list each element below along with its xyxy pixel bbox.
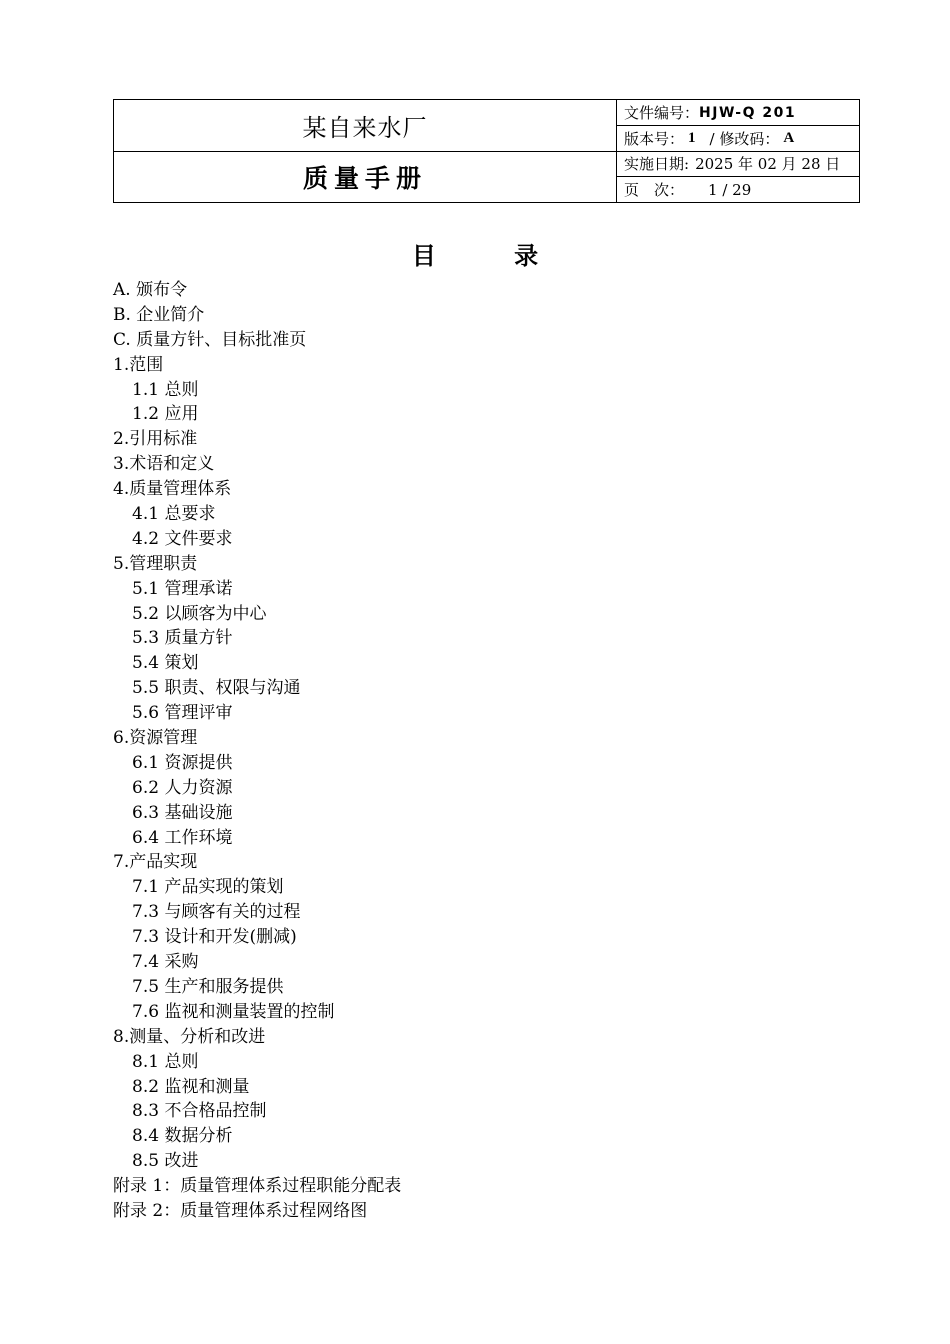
toc-subitem: 7.1 产品实现的策划 — [132, 877, 284, 898]
toc-item: 1.范围 — [113, 354, 164, 375]
toc-subitem: 5.1 管理承诺 — [132, 578, 233, 599]
toc-subitem: 5.3 质量方针 — [132, 628, 233, 649]
toc-subitem: 6.1 资源提供 — [132, 752, 233, 773]
toc-subitem: 6.2 人力资源 — [132, 777, 233, 798]
toc-subitem: 5.6 管理评审 — [132, 703, 233, 724]
toc-item: 2.引用标准 — [113, 429, 198, 450]
document-number-row — [624, 100, 859, 125]
toc-subitem: 7.6 监视和测量装置的控制 — [132, 1001, 335, 1022]
document-header-table — [113, 99, 860, 203]
toc-subitem: 8.3 不合格品控制 — [132, 1101, 267, 1122]
organization-name: 某自来水厂 — [302, 114, 428, 142]
toc-subitem: 7.5 生产和服务提供 — [132, 976, 284, 997]
toc-item: 8.测量、分析和改进 — [113, 1026, 266, 1047]
version-label: 版本号： — [624, 130, 685, 148]
effective-date-value: 2025 年 02 月 28 日 — [695, 155, 841, 173]
toc-item: 6.资源管理 — [113, 728, 198, 749]
toc-item: A. 颁布令 — [113, 280, 188, 300]
toc-item: 7.产品实现 — [113, 852, 198, 873]
toc-subitem: 1.1 总则 — [132, 379, 199, 400]
toc-subitem: 8.2 监视和测量 — [132, 1076, 250, 1097]
version-value: 1 — [688, 130, 696, 146]
document-title: 质量手册 — [302, 164, 427, 193]
toc-subitem: 8.4 数据分析 — [132, 1126, 233, 1147]
document-number-label: 文件编号： — [624, 104, 700, 122]
toc-item: C. 质量方针、目标批准页 — [113, 329, 307, 350]
page-number-label: 页 次： — [624, 181, 685, 199]
toc-heading-right: 录 — [514, 242, 539, 270]
toc-item: 附录 2：质量管理体系过程网络图 — [113, 1200, 368, 1221]
toc-subitem: 7.3 与顾客有关的过程 — [132, 902, 301, 923]
toc-heading — [0, 236, 950, 271]
page-number-row — [624, 177, 859, 202]
toc-subitem: 4.2 文件要求 — [132, 528, 233, 549]
toc-item: B. 企业简介 — [113, 304, 205, 325]
toc-subitem: 8.1 总则 — [132, 1051, 199, 1072]
toc-item: 5.管理职责 — [113, 553, 198, 574]
toc-item: 3.术语和定义 — [113, 454, 215, 475]
toc-subitem: 6.4 工作环境 — [132, 827, 233, 848]
toc-item: 附录 1：质量管理体系过程职能分配表 — [113, 1176, 402, 1197]
toc-subitem: 8.5 改进 — [132, 1151, 199, 1172]
effective-date-row — [624, 151, 859, 176]
revision-label: / 修改码： — [709, 130, 780, 148]
revision-value: A — [783, 130, 795, 146]
toc-subitem: 5.2 以顾客为中心 — [132, 603, 267, 624]
toc-subitem: 4.1 总要求 — [132, 504, 216, 525]
toc-subitem: 7.3 设计和开发(删减) — [132, 927, 297, 948]
toc-subitem: 6.3 基础设施 — [132, 802, 233, 823]
toc-subitem: 7.4 采购 — [132, 952, 199, 973]
toc-subitem: 5.4 策划 — [132, 653, 199, 674]
toc-item: 4.质量管理体系 — [113, 479, 232, 500]
toc-subitem: 5.5 职责、权限与沟通 — [132, 678, 301, 699]
document-number-value: HJW-Q 201 — [699, 104, 797, 121]
version-row — [624, 126, 859, 151]
page-number-value: 1 / 29 — [708, 180, 752, 199]
toc-list — [113, 278, 401, 1224]
effective-date-label: 实施日期: — [624, 155, 690, 173]
toc-subitem: 1.2 应用 — [132, 404, 199, 425]
toc-heading-left: 目 — [411, 242, 436, 270]
